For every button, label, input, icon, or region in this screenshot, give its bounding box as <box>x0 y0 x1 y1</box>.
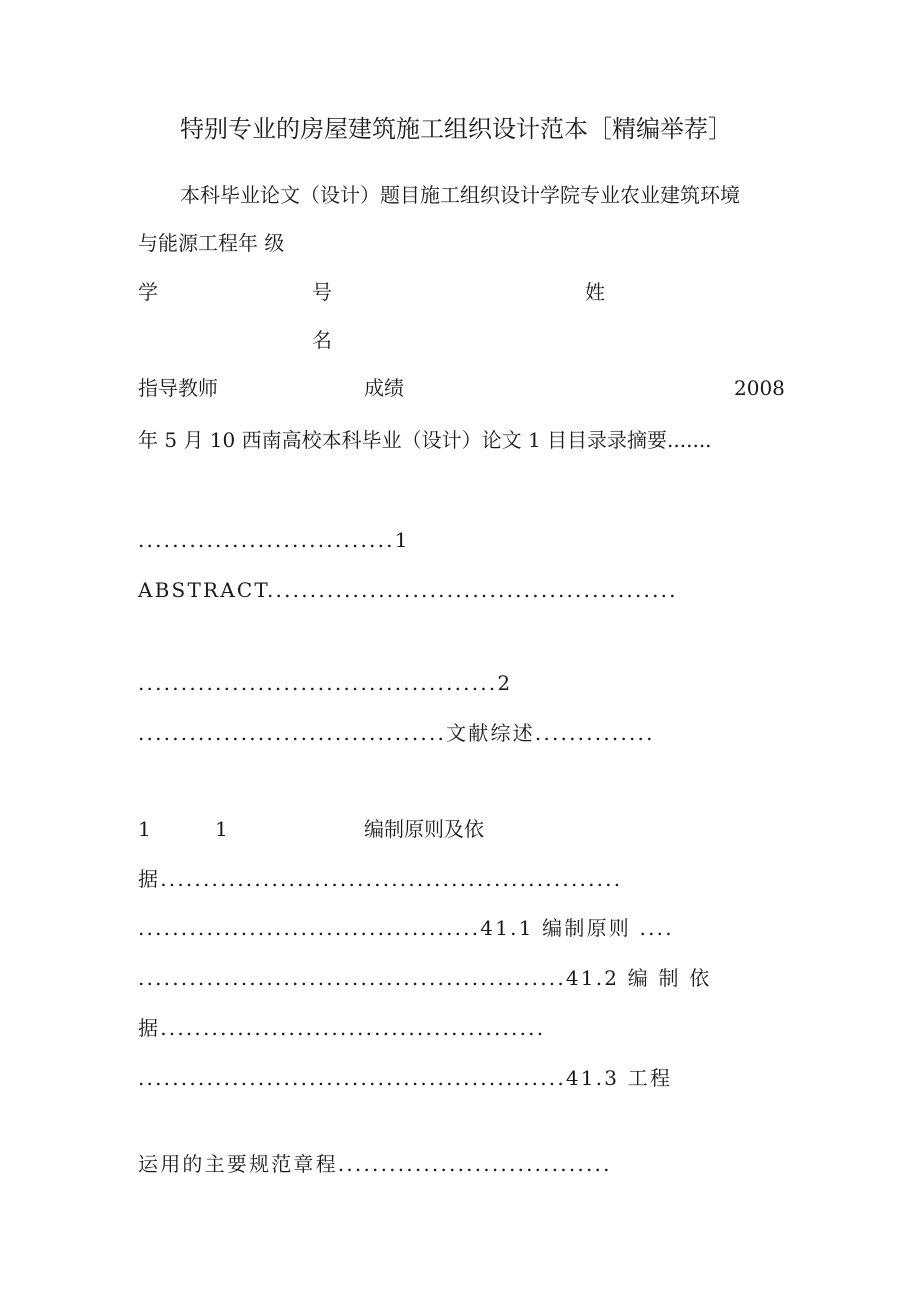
toc-line: 据...................................................... <box>138 867 623 891</box>
toc-line: ........................................41.1 编制原则 .... <box>138 916 674 940</box>
toc-line: ABSTRACT................................................ <box>138 578 678 602</box>
toc-line: ..................................................41.3 工程 <box>138 1066 673 1090</box>
label-advisor: 指导教师 <box>138 376 218 400</box>
toc-line: ..........................................2 <box>138 671 513 695</box>
toc-line: ..................................................41.2 编 制 依 <box>138 966 712 990</box>
label-xue: 学 <box>138 280 158 304</box>
label-ming: 名 <box>312 328 332 352</box>
document-title: 特别专业的房屋建筑施工组织设计范本［精编举荐］ <box>180 115 732 143</box>
toc-line: 据............................................. <box>138 1016 546 1040</box>
toc-line: ....................................文献综述.............. <box>138 721 655 745</box>
label-xing: 姓 <box>585 280 605 304</box>
toc-heading: 编制原则及依 <box>364 817 484 841</box>
toc-line: 运用的主要规范章程................................ <box>138 1152 612 1176</box>
label-grade: 成绩 <box>364 376 404 400</box>
year-text: 2008 <box>734 376 785 400</box>
toc-number: 1 <box>138 817 151 841</box>
intro-line-1: 本科毕业论文（设计）题目施工组织设计学院专业农业建筑环境 <box>180 183 740 207</box>
intro-line-2: 与能源工程年 级 <box>138 231 285 255</box>
date-line: 年 5 月 10 西南高校本科毕业（设计）论文 1 目目录录摘要....... <box>138 428 712 452</box>
label-hao: 号 <box>312 280 332 304</box>
toc-line: ..............................1 <box>138 528 410 552</box>
toc-number: 1 <box>215 817 228 841</box>
